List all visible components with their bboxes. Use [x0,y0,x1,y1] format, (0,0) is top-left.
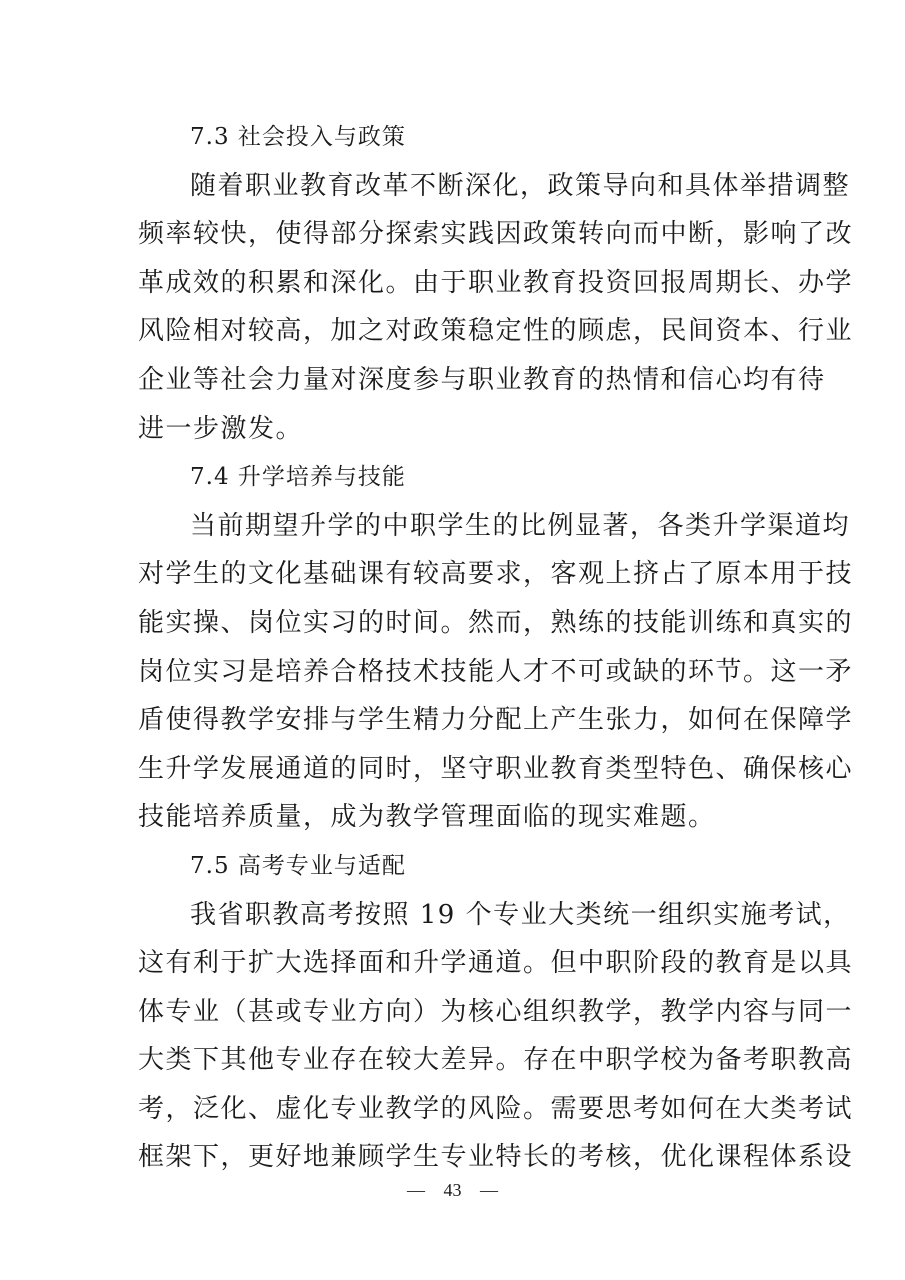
paragraph-line: 体专业（甚或专业方向）为核心组织教学，教学内容与同一 [138,996,854,1027]
section-heading: 7.3 社会投入与政策 [190,124,406,150]
page-number: 43 [443,1180,462,1200]
paragraph-line: 频率较快，使得部分探索实践因政策转向而中断，影响了改 [138,219,854,250]
paragraph-line: 考，泛化、虚化专业教学的风险。需要思考如何在大类考试 [138,1093,854,1124]
paragraph-line: 能实操、岗位实习的时间。然而，熟练的技能训练和真实的 [138,607,854,638]
section-7-5 [138,842,854,1182]
section-7-4 [138,453,854,842]
paragraph-line: 进一步激发。 [138,413,304,444]
paragraph-line: 我省职教高考按照 19 个专业大类统一组织实施考试， [190,899,851,930]
paragraph-line: 革成效的积累和深化。由于职业教育投资回报周期长、办学 [138,267,854,298]
footer-dash-right: — [480,1180,498,1200]
paragraph-line: 风险相对较高，加之对政策稳定性的顾虑，民间资本、行业 [138,316,854,347]
paragraph-line: 盾使得教学安排与学生精力分配上产生张力，如何在保障学 [138,705,854,736]
paragraph-line: 生升学发展通道的同时，坚守职业教育类型特色、确保核心 [138,753,854,784]
paragraph-line: 这有利于扩大选择面和升学通道。但中职阶段的教育是以具 [138,948,854,979]
paragraph-line: 大类下其他专业存在较大差异。存在中职学校为备考职教高 [138,1045,854,1076]
paragraph-line: 岗位实习是培养合格技术技能人才不可或缺的环节。这一矛 [138,656,854,687]
paragraph-line: 企业等社会力量对深度参与职业教育的热情和信心均有待 [138,364,826,395]
section-7-3 [138,113,854,453]
section-heading: 7.4 升学培养与技能 [190,464,406,491]
page-footer [0,1180,905,1201]
document-body [138,113,854,1182]
paragraph-line: 对学生的文化基础课有较高要求，客观上挤占了原本用于技 [138,559,854,590]
footer-dash-left: — [407,1180,425,1200]
paragraph-line: 框架下，更好地兼顾学生专业特长的考核，优化课程体系设 [138,1142,854,1173]
paragraph-line: 随着职业教育改革不断深化，政策导向和具体举措调整 [190,170,851,201]
section-heading: 7.5 高考专业与适配 [190,852,406,879]
paragraph-line: 技能培养质量，成为教学管理面临的现实难题。 [138,802,716,833]
paragraph-line: 当前期望升学的中职学生的比例显著，各类升学渠道均 [190,510,851,541]
